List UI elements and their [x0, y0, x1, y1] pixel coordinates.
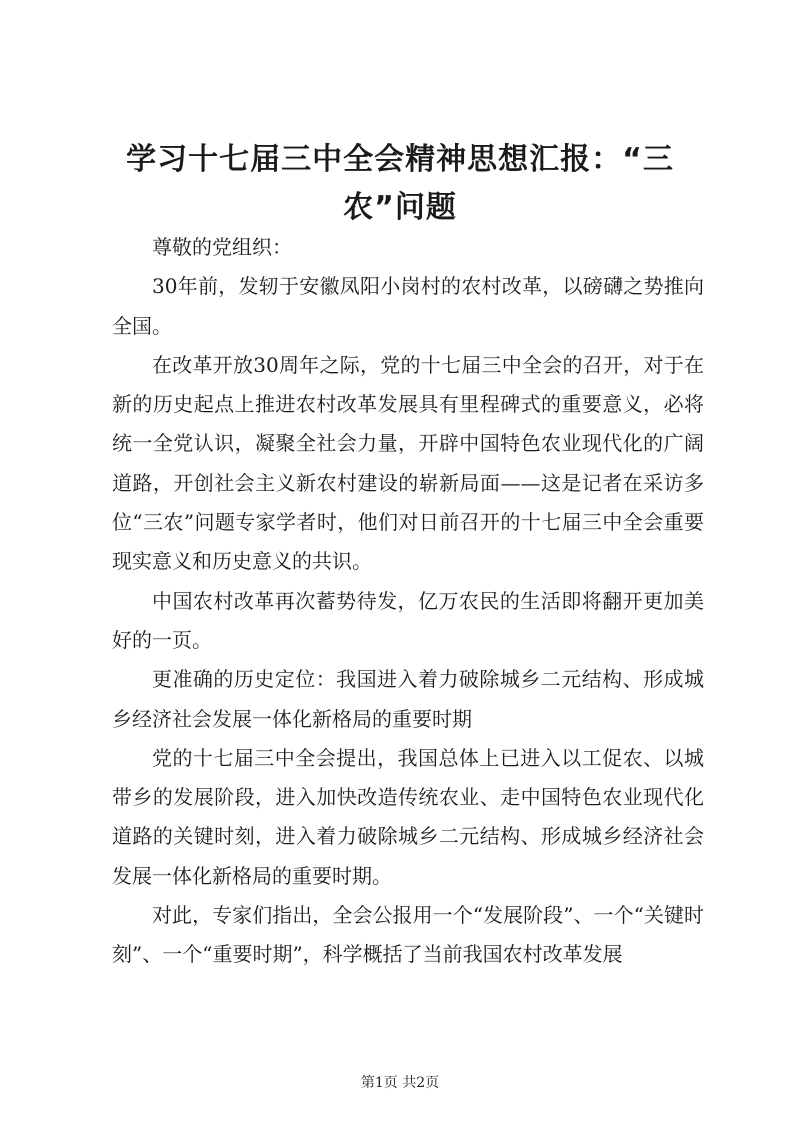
- page-number-footer: 第1页 共2页: [360, 1075, 440, 1091]
- paragraph: 中国农村改革再次蓄势待发，亿万农民的生活即将翻开更加美好的一页。: [112, 588, 704, 652]
- paragraph: 对此，专家们指出，全会公报用一个“发展阶段”、一个“关键时刻”、一个“重要时期”，科学概括了当前我国农村改革发展: [112, 903, 704, 967]
- document-body: [112, 228, 704, 975]
- paragraph-salutation: 尊敬的党组织：: [152, 235, 292, 259]
- paragraph: 党的十七届三中全会提出，我国总体上已进入以工促农、以城带乡的发展阶段，进入加快改造传统农业、走中国特色农业现代化道路的关键时刻，进入着力破除城乡二元结构、形成城乡经济社会发展一体化新格局的重要时期。: [112, 745, 704, 888]
- document-title: 学习十七届三中全会精神思想汇报：“三农”问题: [126, 142, 674, 225]
- paragraph-subheading: 更准确的历史定位：我国进入着力破除城乡二元结构、形成城乡经济社会发展一体化新格局的重要时期: [112, 667, 704, 731]
- paragraph: 30年前，发轫于安徽凤阳小岗村的农村改革，以磅礴之势推向全国。: [112, 274, 704, 338]
- paragraph: 在改革开放30周年之际，党的十七届三中全会的召开，对于在新的历史起点上推进农村改革发展具有里程碑式的重要意义，必将统一全党认识，凝聚全社会力量，开辟中国特色农业现代化的广阔道路，开创社会主义新农村建设的崭新局面——这是记者在采访多位“三农”问题专家学者时，他们对日前召开的十七届三中全会重要现实意义和历史意义的共识。: [112, 352, 704, 574]
